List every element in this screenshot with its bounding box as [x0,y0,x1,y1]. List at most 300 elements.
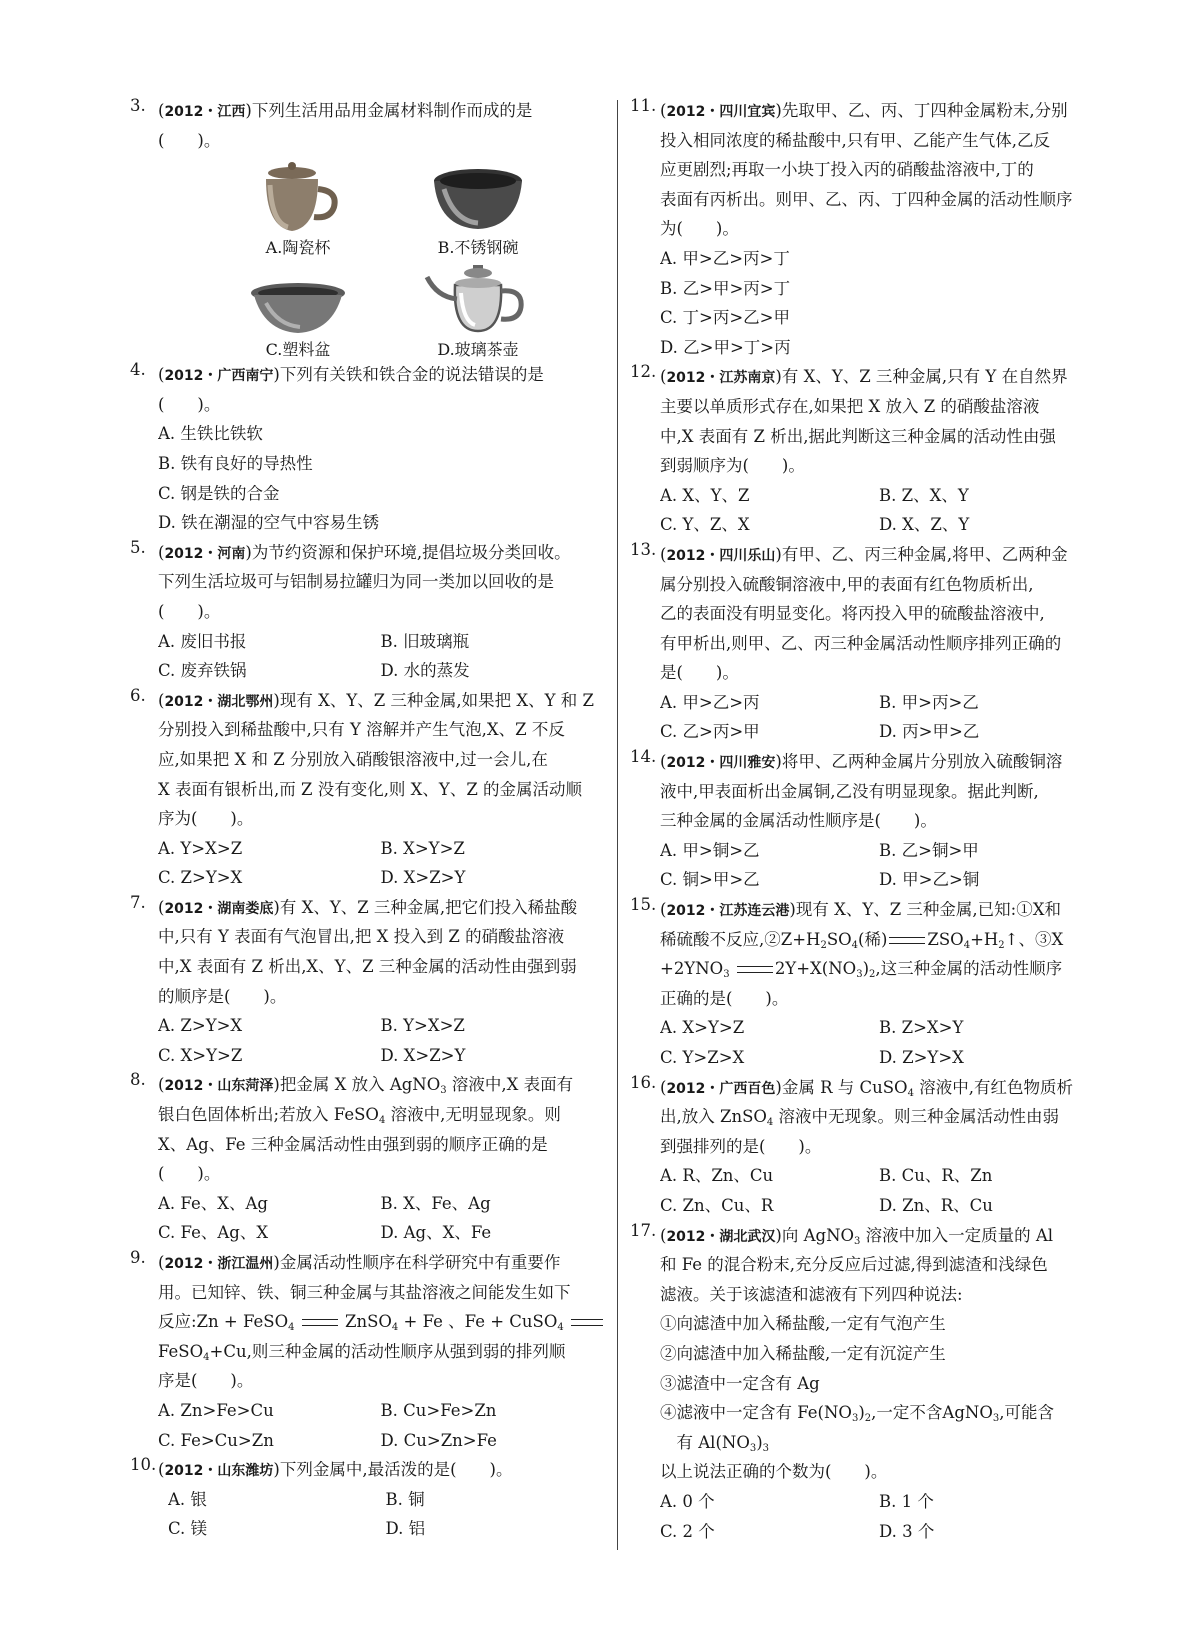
question-text: ( [158,897,165,917]
question-text: ( [660,367,667,387]
question-3 [130,96,603,360]
question-number: 12. [630,362,657,382]
question-line [158,1278,603,1308]
question-text: ( [660,101,667,120]
answer-option: D. 3 个 [879,1521,935,1541]
question-line [660,747,1098,777]
question-text: +2YNO [660,959,724,979]
question-text: )下列金属中,最活泼的是( )。 [273,1460,513,1480]
question-line [158,745,603,775]
question-number: 7. [130,892,146,912]
options [158,834,603,893]
question-source: 2012・浙江温州 [164,1256,274,1272]
answer-option: C. Z>Y>X [158,868,243,888]
question-source: 2012・江苏南京 [666,370,776,387]
question-text: ③滤渣中一定含有 Ag [660,1373,820,1393]
question-text: 溶液中无现象。则三种金属活动性由弱 [773,1107,1060,1127]
question-line [660,1428,1098,1458]
answer-option: B. X>Y>Z [380,838,465,858]
answer-option: B. Z>X>Y [879,1018,964,1038]
question-text: (稀) [858,929,888,949]
subscript: 3 [854,1235,861,1247]
question-text: 中,X 表面有 Z 析出,据此判断这三种金属的活动性由强 [660,426,1056,446]
subscript: 4 [766,1117,774,1129]
subscript: 4 [203,1351,210,1363]
options [660,244,1098,362]
options [158,1396,603,1455]
question-text: 属分别投入硫酸铜溶液中,甲的表面有红色物质析出, [660,574,1034,594]
question-line [158,1366,603,1396]
question-line [158,597,603,627]
question-text: 正确的是( )。 [660,988,789,1008]
answer-option: C. 钢是铁的合金 [158,483,280,503]
question-text: ( [158,690,165,710]
subscript: 2 [820,939,827,951]
question-line [660,984,1098,1014]
answer-option: A. 甲>铜>乙 [660,840,760,860]
question-text: ①向滤渣中加入稀盐酸,一定有气泡产生 [660,1314,946,1334]
question-text: 序为( )。 [158,809,254,829]
answer-option: D. 丙>甲>乙 [879,722,980,742]
answer-option: D. 甲>乙>铜 [879,870,980,890]
question-text: ( )。 [158,394,221,414]
answer-option: D. 铝 [385,1519,426,1539]
question-text [564,1312,569,1331]
question-text: 有 Al(NO [660,1432,750,1452]
answer-option: B. 甲>丙>乙 [879,692,979,712]
answer-option: A. 生铁比铁软 [158,424,263,444]
question-text: ( [158,1460,165,1480]
picture-caption: A.陶瓷杯 [265,238,331,258]
left-column [130,96,603,1544]
porcelain-cup-icon [228,155,368,235]
question-text: )现有 X、Y、Z 三种金属,如果把 X、Y 和 Z [273,690,595,710]
question-number: 10. [130,1455,157,1475]
question-text: 分别投入到稀盐酸中,只有 Y 溶解并产生气泡,X、Z 不反 [158,720,565,740]
question-line [660,1398,1098,1428]
reaction-equals-sign [737,966,773,973]
question-text: 的顺序是( )。 [158,986,287,1006]
answer-option: A. X>Y>Z [660,1018,745,1038]
subscript: 4 [557,1322,564,1334]
reaction-equals-sign [889,937,925,944]
subscript: 3 [856,969,863,981]
question-text: )有 X、Y、Z 三种金属,只有 Y 在自然界 [775,367,1068,387]
question-line [158,804,603,834]
answer-option: A. 0 个 [660,1491,715,1511]
question-line [660,1339,1098,1369]
question-text: )金属活动性顺序在科学研究中有重要作 [273,1253,561,1272]
answer-option: A. R、Zn、Cu [660,1166,774,1186]
question-number: 4. [130,360,146,380]
question-line [158,1307,603,1337]
glass-teapot-icon [408,257,548,337]
question-12 [632,362,1098,540]
question-text: 是( )。 [660,663,739,683]
question-text: 以上说法正确的个数为( )。 [660,1462,888,1482]
question-number: 11. [630,96,657,115]
question-text: 下列生活垃圾可与铝制易拉罐归为同一类加以回收的是 [158,572,554,592]
question-source: 2012・湖南娄底 [164,900,274,917]
question-text: 液中,甲表面析出金属铜,乙没有明显现象。据此判断, [660,781,1039,801]
question-text: X 表面有银析出,而 Z 没有变化,则 X、Y、Z 的金属活动顺 [158,779,583,799]
options [158,627,603,686]
answer-option: B. 1 个 [879,1491,934,1511]
question-line [660,1309,1098,1339]
question-text: ( [660,1225,667,1245]
question-text: ) [862,959,869,979]
question-text: 中,只有 Y 表面有气泡冒出,把 X 投入到 Z 的硝酸盐溶液 [158,927,565,947]
picture-option [408,155,548,259]
question-text: ,这三种金属的活动性顺序 [875,959,1063,979]
question-source: 2012・江西 [164,104,246,120]
question-15 [632,895,1098,1073]
answer-option: C. 乙>丙>甲 [660,722,760,742]
question-text: ④滤液中一定含有 Fe(NO [660,1403,852,1423]
question-line [660,1457,1098,1487]
subscript: 4 [907,1087,914,1099]
question-line [158,686,603,716]
question-line [660,422,1098,452]
options [660,1161,1098,1220]
question-text: X、Ag、Fe 三种金属活动性由强到弱的顺序正确的是 [158,1134,548,1154]
question-line [158,1130,603,1160]
answer-option: D. 铁在潮湿的空气中容易生锈 [158,513,380,533]
question-text: )金属 R 与 CuSO [775,1077,908,1097]
question-line [158,567,603,597]
answer-option: C. Y>Z>X [660,1048,745,1067]
question-17 [632,1221,1098,1547]
answer-option: B. Cu、R、Zn [879,1166,993,1186]
question-number: 8. [130,1070,146,1090]
reaction-equals-sign [571,1319,603,1326]
right-column [632,96,1098,1546]
answer-option: B. Z、X、Y [879,485,969,505]
options [158,1011,603,1070]
options [660,836,1098,895]
question-line [660,629,1098,659]
picture-option [228,155,368,259]
question-16 [632,1073,1098,1221]
question-text: 为( )。 [660,219,739,239]
question-text: ( )。 [158,1164,221,1184]
question-line [660,1250,1098,1280]
question-text: )先取甲、乙、丙、丁四种金属粉末,分别 [775,101,1068,120]
question-text: 主要以单质形式存在,如果把 X 放入 Z 的硝酸盐溶液 [660,396,1040,416]
column-divider [617,100,618,1550]
question-text: 表面有丙析出。则甲、乙、丙、丁四种金属的活动性顺序 [660,189,1073,209]
answer-option: C. Fe>Cu>Zn [158,1430,274,1450]
question-source: 2012・河南 [164,545,246,562]
question-text: ) [858,1403,865,1423]
picture-option [408,257,548,361]
picture-caption: D.玻璃茶壶 [437,340,519,360]
question-text: 乙的表面没有明显变化。将丙投入甲的硫酸盐溶液中, [660,604,1045,624]
options [660,1013,1098,1072]
answer-option: D. Zn、R、Cu [879,1195,993,1215]
question-text: )有甲、乙、丙三种金属,将甲、乙两种金 [775,544,1068,564]
question-text: 溶液中,有红色物质析 [913,1077,1073,1097]
answer-option: B. 旧玻璃瓶 [380,631,470,651]
question-text: 序是( )。 [158,1371,254,1391]
question-text: ( [158,1253,165,1272]
question-text: + Fe 、Fe + CuSO [398,1312,558,1332]
question-line [158,1337,603,1367]
question-text: ( )。 [158,601,221,621]
subscript: 3 [440,1085,447,1097]
question-line [660,570,1098,600]
question-line [158,1100,603,1130]
answer-option: A. X、Y、Z [660,485,750,505]
question-5 [130,538,603,686]
answer-option: A. 甲>乙>丙 [660,692,760,712]
question-8 [130,1070,603,1248]
question-line [660,925,1098,955]
question-text: ( [158,542,165,562]
answer-option: C. 铜>甲>乙 [660,870,760,890]
question-line [158,1159,603,1189]
question-text: 到弱顺序为( )。 [660,456,805,476]
answer-option: A. 银 [168,1489,207,1509]
question-number: 14. [630,747,657,767]
question-text: 有甲析出,则甲、乙、丙三种金属活动性顺序排列正确的 [660,633,1062,653]
question-text: ZnSO [339,1312,392,1332]
question-source: 2012・广西百色 [666,1080,776,1097]
question-14 [632,747,1098,895]
question-text: ,一定不含AgNO [871,1403,993,1423]
subscript: 4 [391,1322,399,1334]
subscript: 3 [723,969,730,981]
question-text: 溶液中加入一定质量的 Al [860,1225,1054,1245]
answer-option: B. Y>X>Z [380,1016,465,1036]
reaction-equals-sign [302,1319,338,1326]
answer-option: A. Z>Y>X [158,1016,243,1036]
answer-option: D. Z>Y>X [879,1048,964,1067]
answer-option: A. Fe、X、Ag [158,1193,268,1213]
question-9 [130,1248,603,1455]
subscript: 2 [869,969,876,981]
question-line [660,1280,1098,1310]
question-line [158,360,603,390]
answer-option: C. 丁>丙>乙>甲 [660,308,791,328]
question-text: )向 AgNO [775,1225,855,1245]
question-number: 3. [130,96,146,115]
question-line [660,392,1098,422]
question-number: 9. [130,1248,146,1267]
answer-option: C. Y、Z、X [660,515,750,535]
question-text: 用。已知锌、铁、铜三种金属与其盐溶液之间能发生如下 [158,1282,571,1302]
question-source: 2012・湖北鄂州 [164,693,274,710]
question-line [660,954,1098,984]
question-line [158,126,603,156]
answer-option: D. 水的蒸发 [380,661,470,681]
question-line [158,922,603,952]
picture-caption: C.塑料盆 [265,340,331,360]
subscript: 4 [851,939,859,951]
answer-option: B. 乙>甲>丙>丁 [660,278,791,298]
question-line [660,658,1098,688]
subscript: 3 [992,1413,1000,1425]
answer-option: C. 镁 [168,1519,208,1539]
answer-option: C. 2 个 [660,1521,715,1541]
steel-bowl-icon [408,155,548,235]
question-source: 2012・湖北武汉 [666,1228,776,1245]
question-line [660,1369,1098,1399]
picture-option [228,257,368,361]
question-text: SO [826,929,852,949]
subscript: 3 [762,1442,770,1454]
question-text: ( [158,1075,165,1095]
answer-option: C. Fe、Ag、X [158,1223,269,1243]
question-text: +H [970,929,999,949]
options [158,419,603,537]
question-line [660,1132,1098,1162]
question-line [158,1248,603,1278]
question-line [660,540,1098,570]
question-line [158,1070,603,1100]
question-source: 2012・广西南宁 [164,368,274,385]
answer-option: A. 甲>乙>丙>丁 [660,248,790,268]
question-10 [130,1455,603,1544]
question-text: ↑、③X [1004,929,1064,949]
question-source: 2012・四川乐山 [666,547,776,564]
question-line [660,777,1098,807]
question-text: 三种金属的金属活动性顺序是( )。 [660,811,937,831]
question-text: 稀硫酸不反应,②Z+H [660,929,821,949]
options [660,1487,1098,1546]
question-line [158,893,603,923]
answer-option: D. X>Z>Y [380,1045,466,1065]
subscript: 2 [998,939,1005,951]
question-text: )把金属 X 放入 AgNO [273,1075,441,1095]
question-text: )有 X、Y、Z 三种金属,把它们投入稀盐酸 [273,897,578,917]
question-line [158,715,603,745]
question-source: 2012・山东菏泽 [164,1078,274,1095]
question-text: ,可能含 [999,1403,1054,1423]
answer-option: B. Cu>Fe>Zn [380,1400,497,1420]
question-text: 银白色固体析出;若放入 FeSO [158,1105,379,1125]
question-7 [130,893,603,1071]
subscript: 2 [864,1413,872,1425]
question-line [660,155,1098,185]
answer-option: D. 乙>甲>丁>丙 [660,337,791,357]
question-text: ZSO [927,929,964,949]
question-line [158,952,603,982]
answer-option: A. Y>X>Z [158,838,243,858]
question-line [158,1455,603,1485]
question-text: ( [660,544,667,564]
answer-option: B. 乙>铜>甲 [879,840,979,860]
question-text: ( [660,752,667,772]
question-line [660,214,1098,244]
question-line [158,982,603,1012]
question-text: 到强排列的是( )。 [660,1136,822,1156]
question-line [660,185,1098,215]
question-number: 16. [630,1072,657,1092]
subscript: 3 [851,1413,859,1425]
question-text: )为节约资源和保护环境,提倡垃圾分类回收。 [245,542,571,562]
question-text: 滤液。关于该滤渣和滤液有下列四种说法: [660,1284,963,1304]
question-number: 5. [130,537,146,557]
question-text: 投入相同浓度的稀盐酸中,只有甲、乙能产生气体,乙反 [660,130,1050,150]
answer-option: A. Zn>Fe>Cu [158,1400,274,1420]
answer-option: B. 铁有良好的导热性 [158,453,313,473]
question-source: 2012・山东潍坊 [164,1463,274,1480]
question-11 [632,96,1098,362]
question-line [660,1073,1098,1103]
question-text: 溶液中,X 表面有 [446,1075,574,1095]
question-text: 溶液中,无明显现象。则 [385,1105,561,1125]
subscript: 4 [378,1115,386,1127]
question-number: 15. [630,895,657,915]
answer-option: D. Ag、X、Fe [380,1223,492,1243]
answer-option: B. X、Fe、Ag [380,1193,491,1213]
question-line [660,362,1098,392]
question-text [294,1312,299,1331]
question-number: 13. [630,539,657,559]
question-text: )下列有关铁和铁合金的说法错误的是 [273,365,544,385]
question-text: +Cu,则三种金属的活动性顺序从强到弱的排列顺 [209,1341,566,1361]
subscript: 3 [749,1442,757,1454]
options [660,481,1098,540]
question-source: 2012・四川宜宾 [666,104,776,120]
question-line [660,806,1098,836]
question-text: ( )。 [158,130,221,150]
question-text: ( [158,365,165,385]
options [660,688,1098,747]
question-text: ( [660,900,667,920]
question-number: 17. [630,1220,657,1240]
question-line [158,538,603,568]
question-line [660,895,1098,925]
question-line [660,126,1098,156]
question-text: 应更剧烈;再取一小块丁投入丙的硝酸盐溶液中,丁的 [660,160,1034,180]
question-line [660,1221,1098,1251]
question-line [158,390,603,420]
answer-option: C. X>Y>Z [158,1045,243,1065]
question-text: )将甲、乙两种金属片分别放入硫酸铜溶 [775,752,1063,772]
question-text: 中,X 表面有 Z 析出,X、Y、Z 三种金属的活动性由强到弱 [158,957,577,977]
options [158,1189,603,1248]
question-text: ( [158,101,165,120]
question-source: 2012・江苏连云港 [666,903,790,920]
options [158,1485,603,1544]
question-number: 6. [130,685,146,705]
question-text: ) [756,1432,763,1452]
question-text: 反应:Zn + FeSO [158,1312,289,1332]
question-text: 出,放入 ZnSO [660,1107,767,1127]
answer-option: A. 废旧书报 [158,631,247,651]
question-line [660,599,1098,629]
answer-option: C. 废弃铁锅 [158,661,247,681]
question-13 [632,540,1098,747]
plastic-basin-icon [228,257,368,337]
question-text [730,959,735,978]
question-text: 和 Fe 的混合粉末,充分反应后过滤,得到滤渣和浅绿色 [660,1255,1048,1275]
answer-option: D. X、Z、Y [879,515,970,535]
question-source: 2012・四川雅安 [666,755,776,772]
subscript: 4 [288,1322,295,1334]
question-text: 2Y+X(NO [774,959,857,979]
answer-option: D. X>Z>Y [380,868,466,888]
question-line [660,451,1098,481]
question-text: 应,如果把 X 和 Z 分别放入硝酸银溶液中,过一会儿,在 [158,749,548,769]
picture-caption: B.不锈钢碗 [437,238,519,258]
question-text: ( [660,1077,667,1097]
question-text: )现有 X、Y、Z 三种金属,已知:①X和 [789,900,1061,920]
subscript: 4 [963,939,971,951]
question-text: FeSO [158,1341,204,1361]
